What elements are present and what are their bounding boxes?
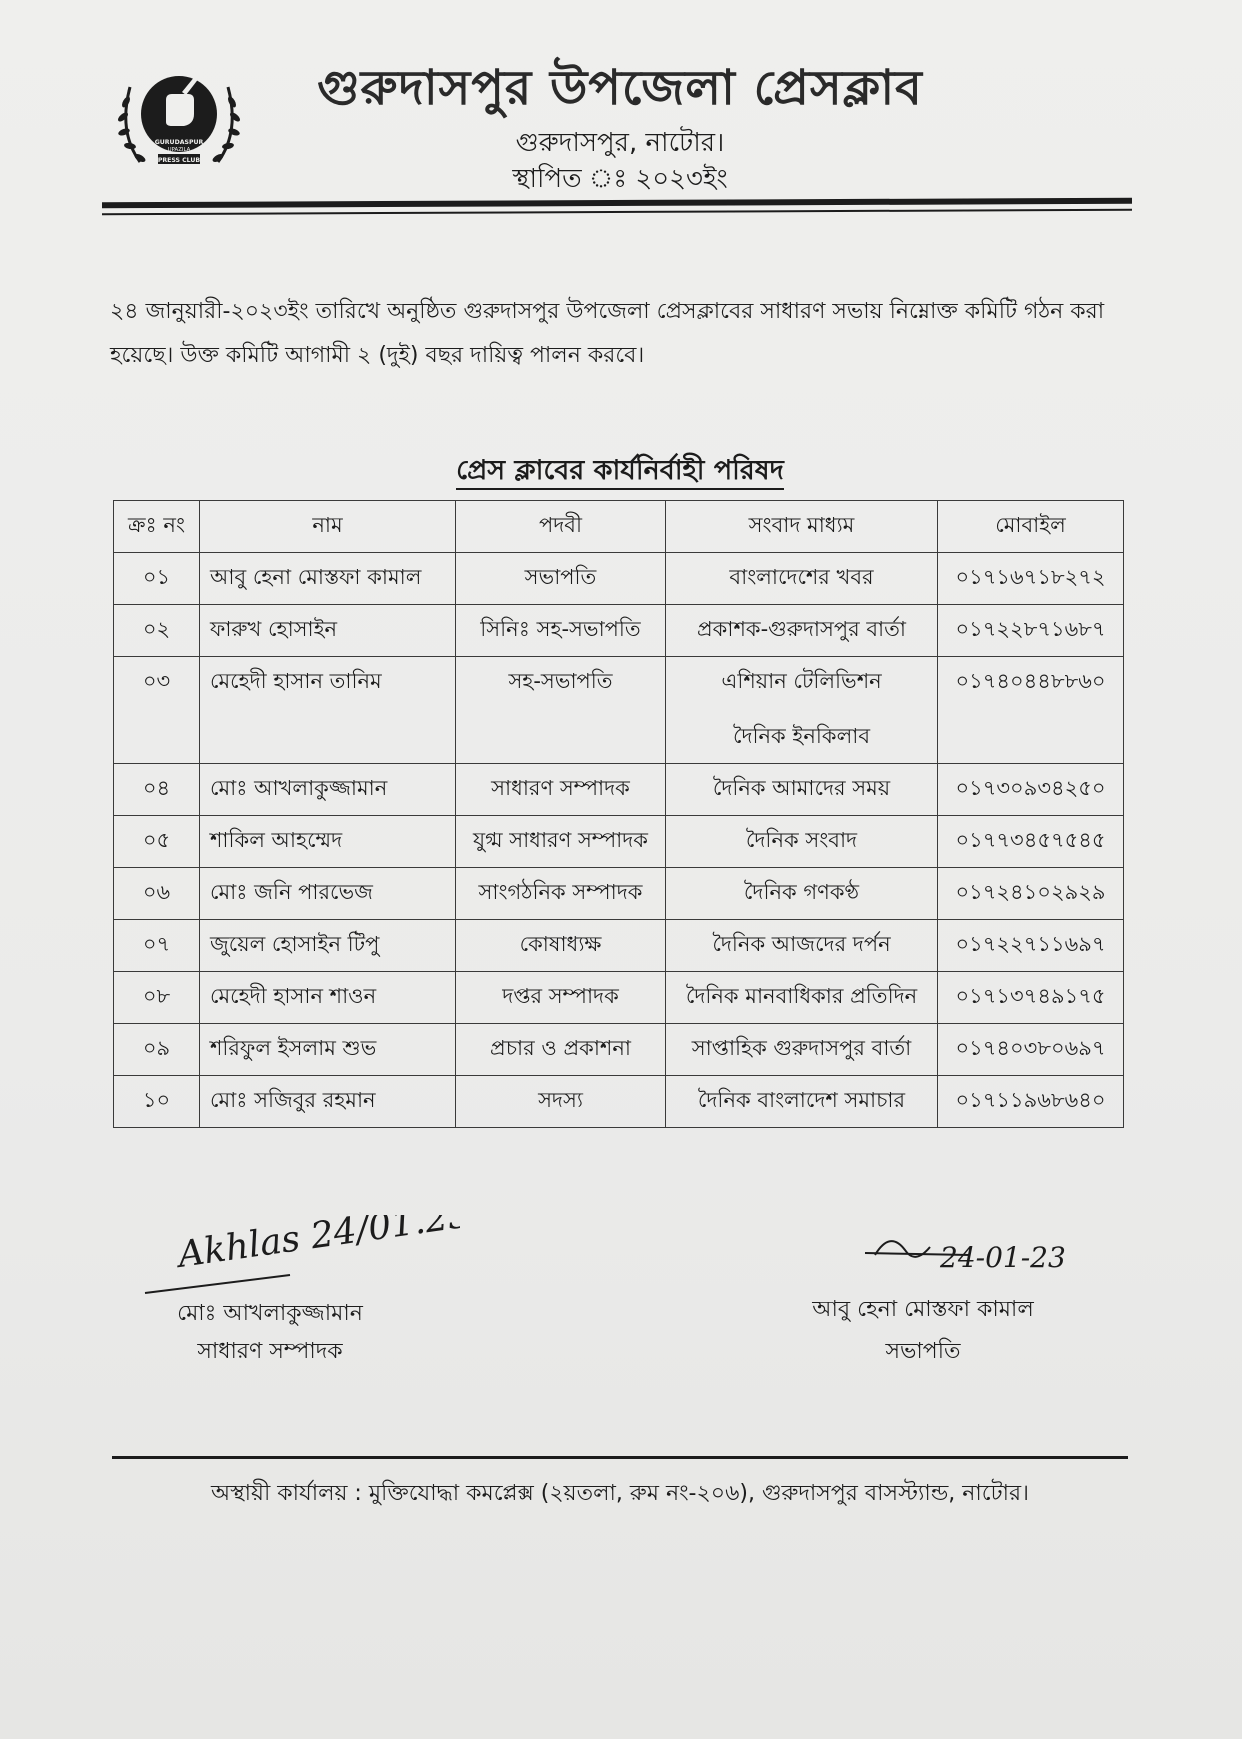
cell-media-line-1: এশিয়ান টেলিভিশন — [721, 669, 882, 693]
cell-name: মোঃ জনি পারভেজ — [200, 868, 456, 920]
logo-text-line-3: PRESS CLUB — [157, 157, 201, 164]
cell-post: প্রচার ও প্রকাশনা — [456, 1024, 666, 1076]
cell-serial: ০৩ — [114, 657, 200, 764]
table-row — [114, 553, 1124, 605]
cell-serial: ০৫ — [114, 816, 200, 868]
header-mobile: মোবাইল — [938, 501, 1124, 553]
logo-text-line-1: GURUDASPUR — [154, 139, 204, 146]
table-row — [114, 920, 1124, 972]
cell-serial: ০৭ — [114, 920, 200, 972]
header-media: সংবাদ মাধ্যম — [666, 501, 938, 553]
cell-serial: ০৯ — [114, 1024, 200, 1076]
cell-media: দৈনিক আজদের দর্পন — [666, 920, 938, 972]
logo-text-line-2: UPAZILA — [167, 147, 191, 153]
cell-media-line-2: দৈনিক ইনকিলাব — [732, 724, 871, 748]
cell-name: আবু হেনা মোস্তফা কামাল — [200, 553, 456, 605]
cell-post: সাধারণ সম্পাদক — [456, 764, 666, 816]
header-serial: ক্রঃ নং — [114, 501, 200, 553]
org-established: স্থাপিত ঃ ২০২৩ইং — [512, 164, 728, 194]
cell-media: প্রকাশক-গুরুদাসপুর বার্তা — [666, 605, 938, 657]
cell-media: দৈনিক আমাদের সময় — [666, 764, 938, 816]
right-signature — [860, 1225, 1110, 1285]
cell-post: দপ্তর সম্পাদক — [456, 972, 666, 1024]
left-signer-role: সাধারণ সম্পাদক — [197, 1339, 343, 1364]
left-signature-handwriting: Akhlas 24/01.23 — [175, 1215, 460, 1276]
cell-serial: ০২ — [114, 605, 200, 657]
cell-mobile: ০১৭২২৮৭১৬৮৭ — [938, 605, 1124, 657]
table-row — [114, 605, 1124, 657]
cell-name: শরিফুল ইসলাম শুভ — [200, 1024, 456, 1076]
left-signature — [140, 1215, 460, 1295]
committee-table — [113, 500, 1124, 1128]
header-name: নাম — [200, 501, 456, 553]
table-title-text: প্রেস ক্লাবের কার্যনির্বাহী পরিষদ — [456, 455, 784, 490]
intro-paragraph: ২৪ জানুয়ারী-২০২৩ইং তারিখে অনুষ্ঠিত গুরুদাসপুর উপজেলা প্রেসক্লাবের সাধারণ সভায় নিম্নোক্ত কমিটি গঠন করা হয়েছে। উক্ত কমিটি আগামী ২ (দুই) বছর দায়িত্ব পালন করবে। — [110, 299, 1105, 368]
right-signature-handwriting: 24-01-23 — [940, 1241, 1066, 1274]
table-row — [114, 868, 1124, 920]
cell-serial: ০৪ — [114, 764, 200, 816]
cell-mobile: ০১৭১৩৭৪৯১৭৫ — [938, 972, 1124, 1024]
left-signer-name: মোঃ আখলাকুজ্জামান — [177, 1301, 363, 1326]
cell-post: সদস্য — [456, 1076, 666, 1128]
cell-media: দৈনিক মানবাধিকার প্রতিদিন — [666, 972, 938, 1024]
cell-media: সাপ্তাহিক গুরুদাসপুর বার্তা — [666, 1024, 938, 1076]
cell-media: দৈনিক বাংলাদেশ সমাচার — [666, 1076, 938, 1128]
right-signer-role: সভাপতি — [885, 1339, 961, 1364]
cell-mobile: ০১৭২২৭১১৬৯৭ — [938, 920, 1124, 972]
cell-mobile: ০১৭৪০৩৮০৬৯৭ — [938, 1024, 1124, 1076]
cell-media: দৈনিক গণকণ্ঠ — [666, 868, 938, 920]
cell-mobile: ০১৭১১৯৬৮৬৪০ — [938, 1076, 1124, 1128]
cell-mobile: ০১৭১৬৭১৮২৭২ — [938, 553, 1124, 605]
header-rule-thin — [102, 209, 1132, 215]
cell-media — [666, 657, 938, 764]
table-row — [114, 972, 1124, 1024]
table-row — [114, 1076, 1124, 1128]
org-address: গুরুদাসপুর, নাটোর। — [515, 128, 725, 158]
cell-name: শাকিল আহম্মেদ — [200, 816, 456, 868]
cell-post: কোষাধ্যক্ষ — [456, 920, 666, 972]
cell-serial: ০৬ — [114, 868, 200, 920]
cell-post: সভাপতি — [456, 553, 666, 605]
table-header-row — [114, 501, 1124, 553]
table-row — [114, 1024, 1124, 1076]
cell-name: মেহেদী হাসান শাওন — [200, 972, 456, 1024]
cell-mobile: ০১৭৭৩৪৫৭৫৪৫ — [938, 816, 1124, 868]
cell-name: ফারুখ হোসাইন — [200, 605, 456, 657]
cell-serial: ১০ — [114, 1076, 200, 1128]
footer-address: অস্থায়ী কার্যালয় : মুক্তিযোদ্ধা কমপ্লেক্স (২য়তলা, রুম নং-২০৬), গুরুদাসপুর বাসস্ট্যান্ড, নাটোর। — [211, 1481, 1029, 1506]
cell-mobile: ০১৭২৪১০২৯২৯ — [938, 868, 1124, 920]
table-row — [114, 816, 1124, 868]
table-title — [250, 450, 990, 495]
cell-media: দৈনিক সংবাদ — [666, 816, 938, 868]
cell-mobile: ০১৭৪০৪৪৮৮৬০ — [938, 657, 1124, 764]
cell-post: সিনিঃ সহ-সভাপতি — [456, 605, 666, 657]
cell-serial: ০১ — [114, 553, 200, 605]
cell-serial: ০৮ — [114, 972, 200, 1024]
org-name: গুরুদাসপুর উপজেলা প্রেসক্লাব — [317, 60, 923, 116]
cell-post: যুগ্ম সাধারণ সম্পাদক — [456, 816, 666, 868]
cell-name: জুয়েল হোসাইন টিপু — [200, 920, 456, 972]
cell-mobile: ০১৭৩০৯৩৪২৫০ — [938, 764, 1124, 816]
press-club-logo — [110, 62, 248, 180]
cell-name: মেহেদী হাসান তানিম — [200, 657, 456, 764]
header-post: পদবী — [456, 501, 666, 553]
table-row — [114, 764, 1124, 816]
table-row — [114, 657, 1124, 764]
footer-rule — [112, 1456, 1128, 1459]
cell-post: সাংগঠনিক সম্পাদক — [456, 868, 666, 920]
cell-name: মোঃ আখলাকুজ্জামান — [200, 764, 456, 816]
cell-media: বাংলাদেশের খবর — [666, 553, 938, 605]
right-signer-name: আবু হেনা মোস্তফা কামাল — [812, 1297, 1034, 1322]
cell-post: সহ-সভাপতি — [456, 657, 666, 764]
cell-name: মোঃ সজিবুর রহমান — [200, 1076, 456, 1128]
